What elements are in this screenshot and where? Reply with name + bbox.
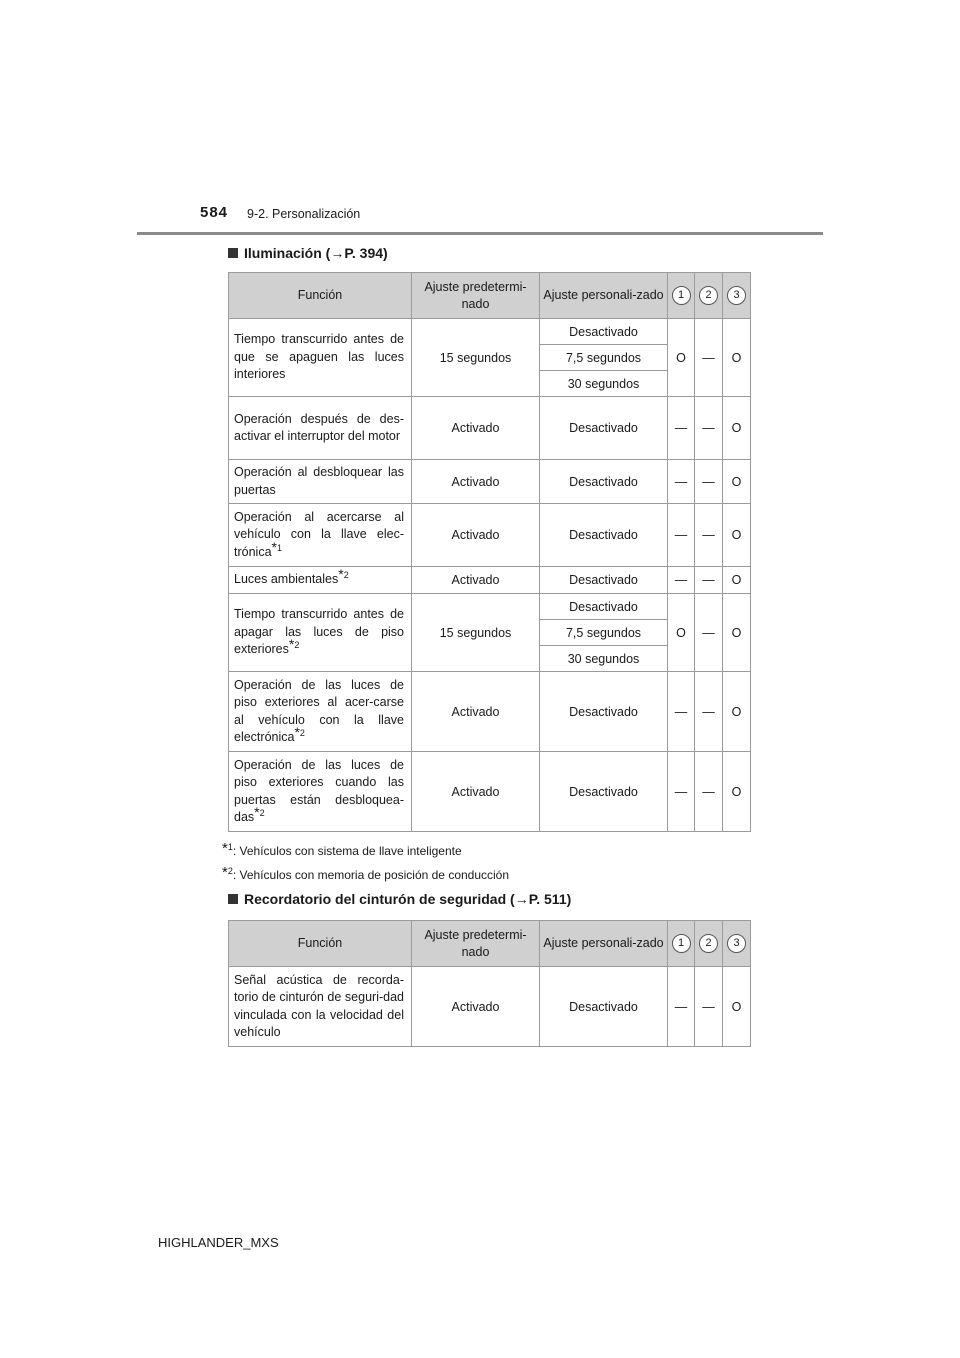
table-row: Operación después de des-activar el interruptor del motor Activado Desactivado — — O <box>229 397 751 460</box>
table-row: Operación de las luces de piso exteriores cuando las puertas están desbloquea-das$^{*2}$ Activado Desactivado — — O <box>229 752 751 832</box>
header-rule <box>137 232 823 235</box>
col-3 <box>723 273 751 319</box>
col-ajuste-personalizado: Ajuste personali-zado <box>540 921 668 967</box>
circled-number-1-icon: 1 <box>672 286 691 305</box>
arrow-right-icon: → <box>330 245 345 261</box>
table-row: Operación al acercarse al vehículo con la llave elec-trónica$^{*1}$ Activado Desactivado — — O <box>229 504 751 567</box>
col-ajuste-personalizado: Ajuste personali-zado <box>540 273 668 319</box>
col-3 <box>723 921 751 967</box>
arrow-right-icon: → <box>514 891 529 907</box>
heading-iluminacion: Iluminación (→P. 394) <box>228 245 388 261</box>
footnote-2: *$^2$: Vehículos con memoria de posición de conducción <box>222 864 510 882</box>
col-2 <box>695 273 723 319</box>
table-row: Señal acústica de recorda-torio de cinturón de seguri-dad vinculada con la velocidad del vehículo Activado Desactivado — — O <box>229 967 751 1047</box>
table-row: Tiempo transcurrido antes de apagar las luces de piso exteriores$^{*2}$ 15 segundos Desactivado O — O <box>229 594 751 620</box>
model-footer: HIGHLANDER_MXS <box>158 1235 279 1250</box>
col-1 <box>668 273 695 319</box>
circled-number-3-icon: 3 <box>727 286 746 305</box>
circled-number-1-icon: 1 <box>672 934 691 953</box>
col-ajuste-predeterminado: Ajuste predetermi-nado <box>412 273 540 319</box>
section-title: 9-2. Personalización <box>247 207 361 221</box>
col-funcion: Función <box>229 921 412 967</box>
table-row: Tiempo transcurrido antes de que se apaguen las luces interiores 15 segundos Desactivado O — O <box>229 319 751 345</box>
circled-number-3-icon: 3 <box>727 934 746 953</box>
table-iluminacion: Función Ajuste predetermi-nado Ajuste personali-zado 1 2 3 Tiempo transcurrido antes de que se apaguen las luces interiores 15 segundos Desactivado O — O 7,5 segundos 30 segundos Operación después de des-activar el interruptor del motor Activado Desactivado — — O Operación al desbloquear las puertas Activado Desactivado — — O Operación al acercarse al vehículo con la llave elec-trónica$^{*1}$ Activado Desactivado — — O Luces ambientales$^{*2}$ Activado Desactivado — — O Tiempo transcurrido antes de apagar las luces de piso exteriores$^{*2}$ 15 segundos Desactivado O — O 7,5 segundos 30 segundos Operación de las luces de piso exteriores al acer-carse al vehículo con la llave electrónica$^{*2}$ Activado Desactivado — — O Operación de las luces de piso exteriores cuando las puertas están desbloquea-das$^{*2}$ Activado Desactivado — — O <box>228 272 751 832</box>
circled-number-2-icon: 2 <box>699 934 718 953</box>
table-row: Luces ambientales$^{*2}$ Activado Desactivado — — O <box>229 567 751 594</box>
table-row: Operación al desbloquear las puertas Activado Desactivado — — O <box>229 460 751 504</box>
table-recordatorio-cinturon <box>228 920 751 1047</box>
page-number: 584 <box>200 204 229 221</box>
col-2 <box>695 921 723 967</box>
square-bullet-icon <box>228 248 238 258</box>
square-bullet-icon <box>228 894 238 904</box>
col-1 <box>668 921 695 967</box>
col-ajuste-predeterminado: Ajuste predetermi-nado <box>412 921 540 967</box>
col-funcion: Función <box>229 273 412 319</box>
heading-recordatorio-cinturon: Recordatorio del cinturón de seguridad (→P. 511) <box>228 891 571 907</box>
footnote-1: *$^1$: Vehículos con sistema de llave inteligente <box>222 840 462 858</box>
table-row: Operación de las luces de piso exteriores al acer-carse al vehículo con la llave electrónica$^{*2}$ Activado Desactivado — — O <box>229 672 751 752</box>
circled-number-2-icon: 2 <box>699 286 718 305</box>
